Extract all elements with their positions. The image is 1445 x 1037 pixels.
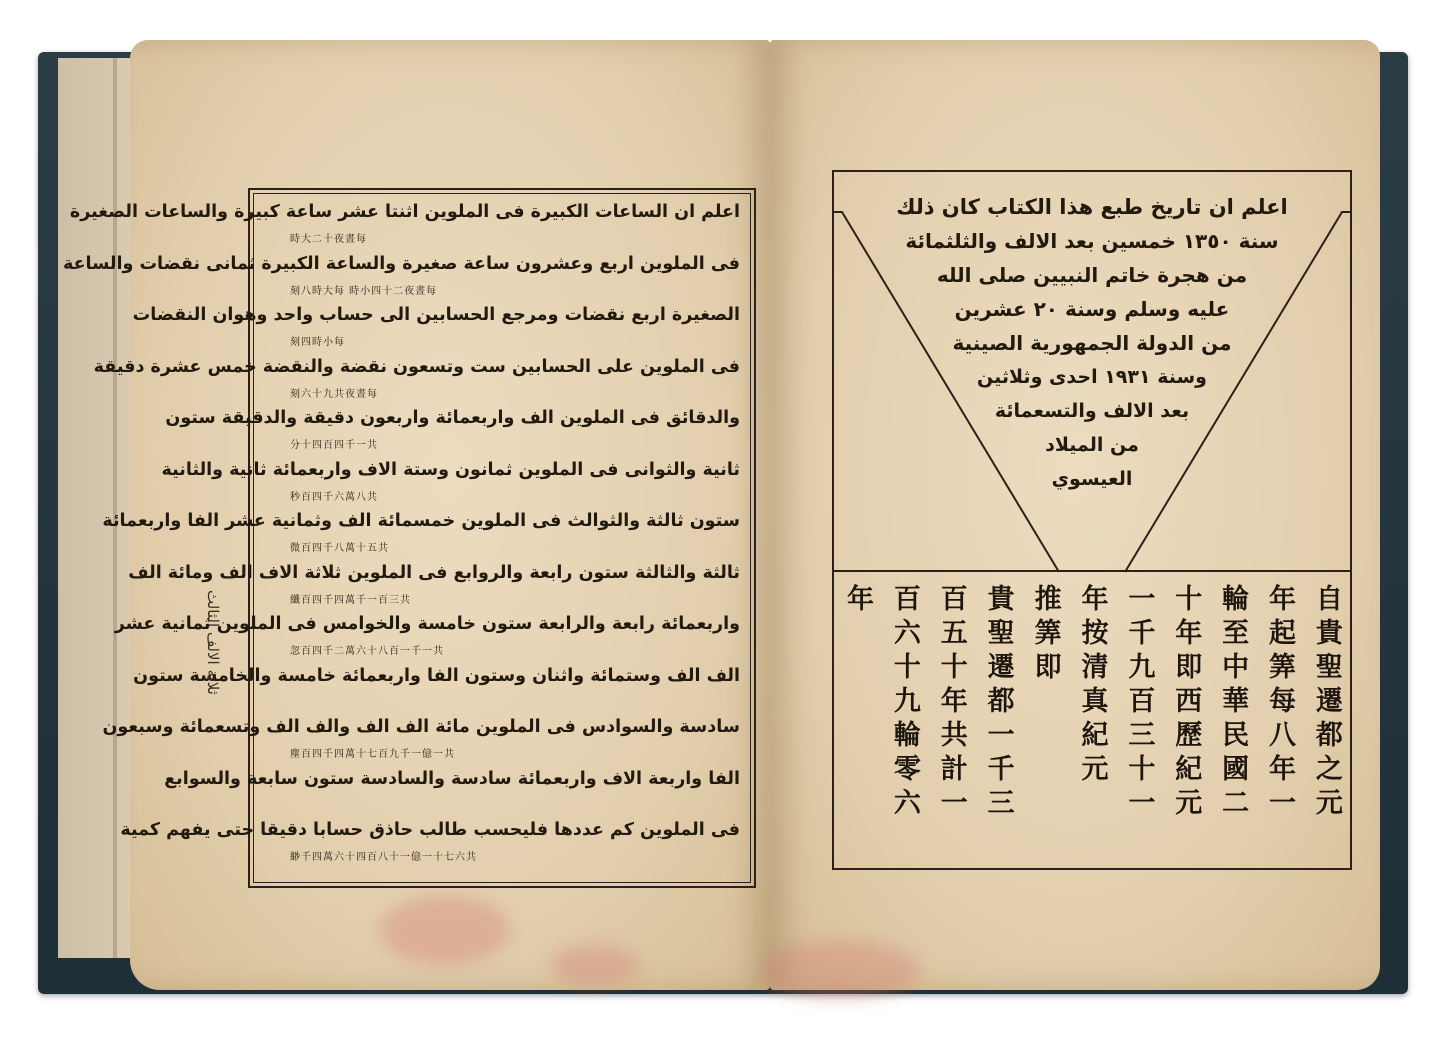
arabic-line-text: فى الملوين اربع وعشرون ساعة صغيرة والساعة الكبيرة ثمانى نقضات والساعة	[62, 253, 740, 274]
colophon-frame	[832, 170, 1352, 870]
chinese-gloss: 分十四百四千一共	[290, 440, 378, 451]
arabic-line-text: ثالثة والثالثة ستون رابعة والروابع فى الملوين ثلاثة الاف الف ومائة الف	[128, 562, 740, 583]
chinese-column: 年按清真紀元	[1076, 584, 1108, 788]
arabic-line-text: اعلم ان الساعات الكبيرة فى الملوين اثنتا عشر ساعة كبيرة والساعات الصغيرة	[69, 202, 740, 222]
text-line	[165, 406, 744, 458]
cover-fold-line	[113, 58, 117, 958]
arabic-line-text: سادسة والسوادس فى الملوين مائة الف الف والف الف وتسعمائة وسبعون	[102, 717, 740, 737]
text-line	[132, 303, 744, 355]
arabic-line-text: ثانية والثوانى فى الملوين ثمانون وستة الاف واربعمائة ثانية والثانية	[161, 459, 740, 480]
chinese-column: 貴聖遷都一千三	[982, 584, 1014, 822]
arabic-line-text: والدقائق فى الملوين الف واربعمائة واربعون دقيقة والدقيقة ستون	[165, 408, 740, 428]
arabic-line-text: الفا واربعة الاف واربعمائة سادسة والسادسة ستون سابعة والسوابع	[164, 768, 740, 789]
chinese-gloss: 纖百四千四萬千一百三共	[290, 594, 411, 606]
colophon-line: عليه وسلم وسنة ٢٠ عشرين	[954, 297, 1230, 321]
arabic-line-text: فى الملوين كم عددها فليحسب طالب حاذق حسابا دقيقا حتى يفهم كمية	[120, 820, 740, 840]
colophon-line: العيسوي	[1051, 468, 1133, 490]
text-line	[128, 561, 744, 613]
text-line	[102, 509, 744, 561]
colophon-line: اعلم ان تاريخ طبع هذا الكتاب كان ذلك	[896, 195, 1288, 219]
chinese-column: 推筭即	[1029, 584, 1061, 686]
colophon-line: من الدولة الجمهورية الصينية	[952, 331, 1232, 355]
colophon-line: وسنة ١٩٣١ احدى وثلاثين	[977, 366, 1207, 388]
arabic-line-text: واربعمائة رابعة والرابعة ستون خامسة والخوامس فى الملوين ثمانية عشر	[114, 614, 740, 634]
chinese-gloss: 緲千四萬六十四百八十一億一十七六共	[290, 852, 477, 863]
text-line	[133, 664, 744, 716]
text-line	[161, 458, 744, 510]
stain	[550, 945, 640, 985]
colophon-line: من الميلاد	[1045, 434, 1139, 456]
chinese-gloss: 塵百四千四萬十七百九千一億一共	[290, 749, 455, 760]
stain	[380, 895, 510, 965]
stain	[760, 940, 920, 1000]
colophon-lines	[834, 190, 1350, 496]
colophon-line: بعد الالف والتسعمائة	[994, 400, 1190, 422]
text-line	[164, 767, 744, 819]
text-line	[120, 818, 744, 870]
chinese-gloss: 微百四千八萬十五共	[290, 543, 389, 554]
colophon-line: من هجرة خاتم النبيين صلى الله	[936, 263, 1248, 287]
chinese-colophon	[834, 574, 1350, 868]
text-line	[69, 200, 744, 252]
margin-note: ثلاثة الالف الثالث	[204, 590, 222, 695]
chinese-column: 輪至中華民國二	[1217, 584, 1249, 822]
chinese-gloss: 忽百四千二萬六十八百一千一共	[290, 646, 444, 657]
text-line	[102, 715, 744, 767]
arabic-line-text: فى الملوين على الحسابين ست وتسعون نقضة والنقضة خمس عشرة دقيقة	[93, 356, 740, 377]
text-line	[62, 252, 744, 304]
chinese-gloss: 刻四時小每	[290, 337, 345, 348]
text-line	[93, 355, 744, 407]
right-page	[770, 40, 1380, 990]
text-line	[114, 612, 744, 664]
left-page	[62, 40, 770, 990]
arabic-line-text: ستون ثالثة والثوالث فى الملوين خمسمائة الف وثمانية عشر الفا واربعمائة	[102, 511, 740, 531]
chinese-gloss: 時大二十夜晝每	[290, 234, 367, 245]
arabic-line-text: الف الف وستمائة واثنان وستون الفا واربعمائة خامسة والخامسة ستون	[133, 665, 740, 686]
colophon-line: سنة ١٣٥٠ خمسين بعد الالف والثلثمائة	[905, 229, 1279, 253]
chinese-gloss: 秒百四千六萬八共	[290, 491, 378, 503]
chinese-column: 自貴聖遷都之元	[1310, 584, 1342, 822]
arabic-colophon	[834, 172, 1350, 572]
chinese-column: 百六十九輪零六	[888, 584, 920, 822]
chinese-column: 年	[842, 584, 873, 618]
arabic-line-text: الصغيرة اربع نقضات ومرجع الحسابين الى حساب واحد وهوان النقضات	[132, 305, 740, 325]
chinese-gloss: 刻六十九共夜晝每	[290, 388, 378, 400]
chinese-column: 百五十年共計一	[935, 584, 967, 822]
chinese-column: 一千九百三十一	[1123, 584, 1155, 822]
chinese-column: 十年即西歷紀元	[1170, 584, 1202, 822]
chinese-gloss: 刻八時大每 時小四十二夜晝每	[290, 285, 438, 297]
chinese-column: 年起筭每八年一	[1264, 584, 1296, 822]
